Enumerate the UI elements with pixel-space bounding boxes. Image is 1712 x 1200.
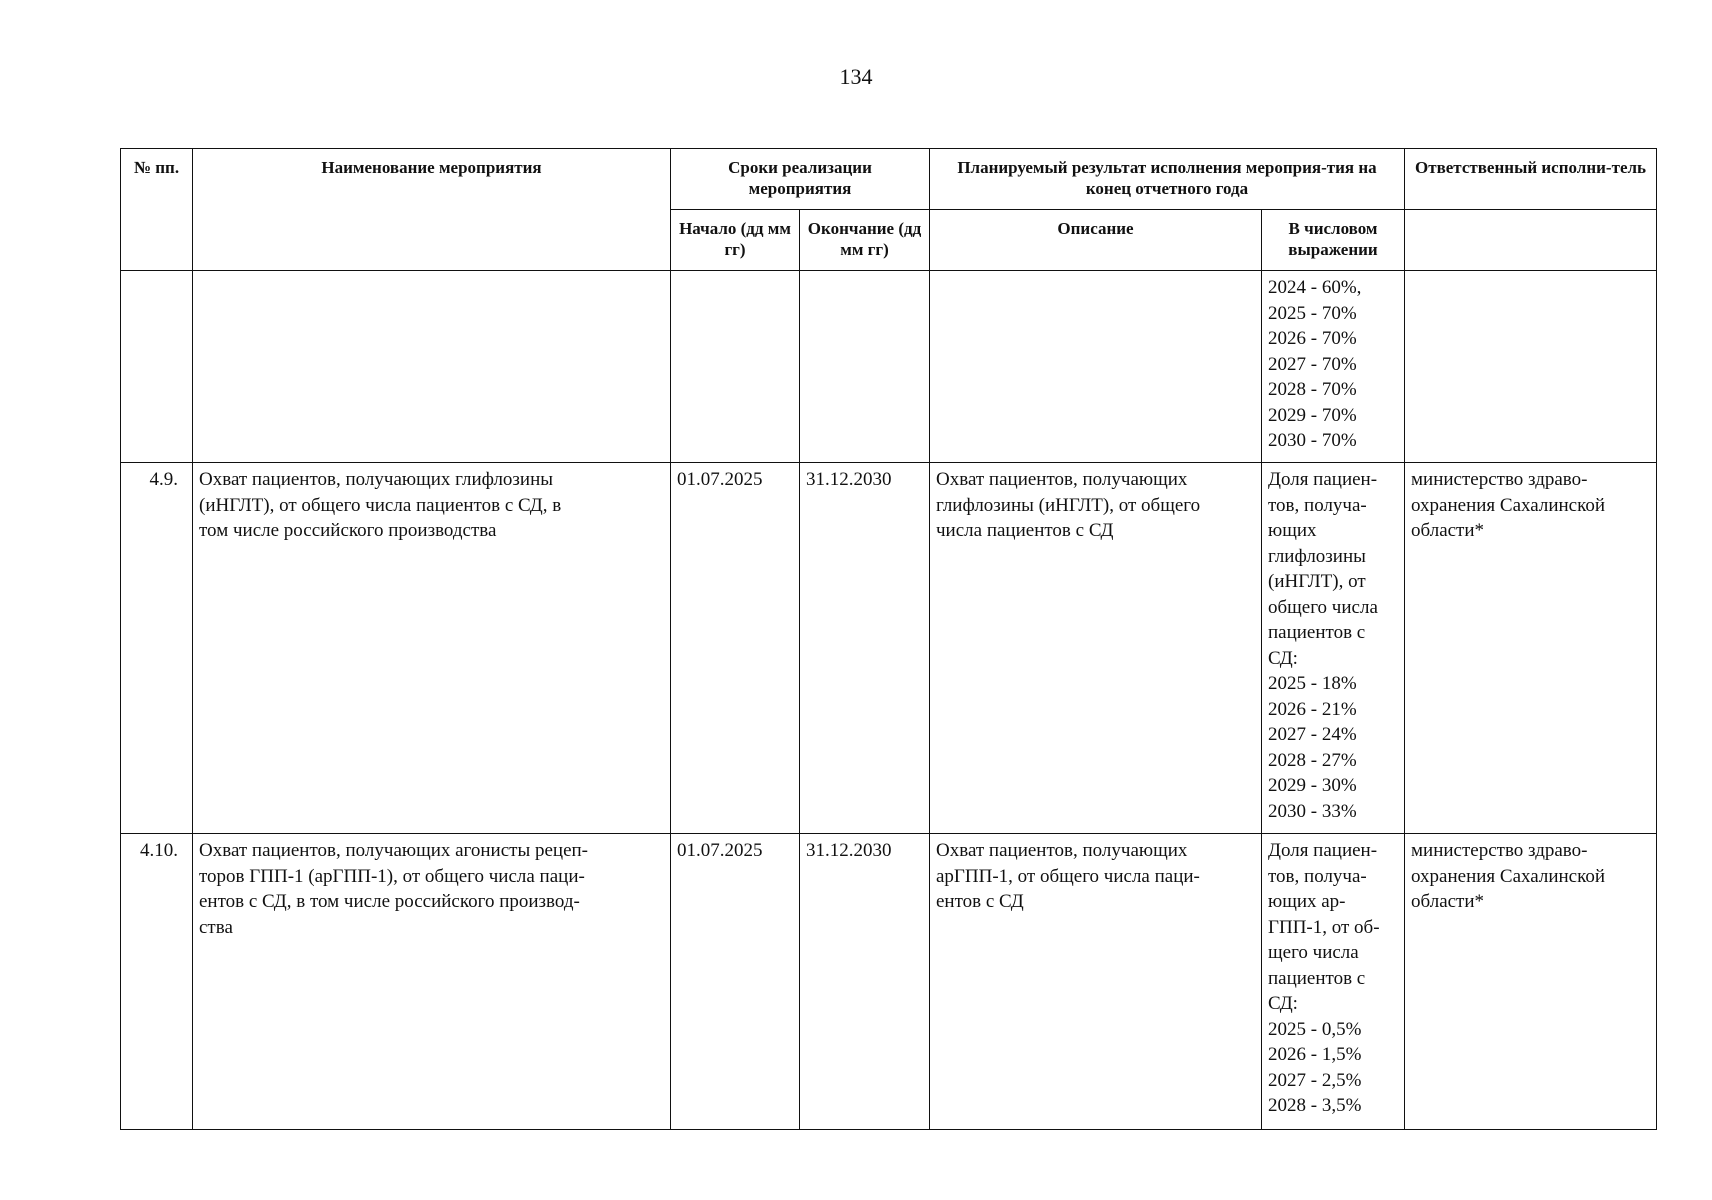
row-responsible (1405, 271, 1657, 463)
page-number: 134 (839, 64, 873, 89)
row-start (671, 271, 800, 463)
row-numeric: Доля пациен- тов, получа- ющих ар- ГПП-1, от об- щего числа пациентов с СД: 2025 - 0,5% 2026 - 1,5% 2027 - 2,5% 2028 - 3,5% (1262, 834, 1405, 1130)
table-row (121, 834, 1657, 1130)
header-result: Планируемый результат исполнения мероприя-тия на конец отчетного года (930, 149, 1405, 210)
row-desc: Охват пациентов, получающих арГПП-1, от общего числа паци- ентов с СД (930, 834, 1262, 1130)
header-responsible-empty (1405, 210, 1657, 271)
header-num: № пп. (121, 149, 193, 271)
row-name: Охват пациентов, получающих агонисты рецеп- торов ГПП-1 (арГПП-1), от общего числа паци- ентов с СД, в том числе российского производ- ства (193, 834, 671, 1130)
row-desc: Охват пациентов, получающих глифлозины (иНГЛТ), от общего числа пациентов с СД (930, 463, 1262, 834)
activities-table (120, 148, 1657, 1130)
header-desc: Описание (930, 210, 1262, 271)
row-name (193, 271, 671, 463)
header-terms: Сроки реализации мероприятия (671, 149, 930, 210)
row-responsible: министерство здраво- охранения Сахалинской области* (1405, 463, 1657, 834)
row-start: 01.07.2025 (671, 463, 800, 834)
table-row (121, 271, 1657, 463)
row-end (800, 271, 930, 463)
header-name: Наименование мероприятия (193, 149, 671, 271)
row-desc (930, 271, 1262, 463)
row-num: 4.10. (121, 834, 193, 1130)
row-name: Охват пациентов, получающих глифлозины (иНГЛТ), от общего числа пациентов с СД, в том числе российского производства (193, 463, 671, 834)
header-start: Начало (дд мм гг) (671, 210, 800, 271)
row-num (121, 271, 193, 463)
header-end: Окончание (дд мм гг) (800, 210, 930, 271)
row-start: 01.07.2025 (671, 834, 800, 1130)
row-end: 31.12.2030 (800, 834, 930, 1130)
header-responsible: Ответственный исполни-тель (1405, 149, 1657, 210)
row-numeric: Доля пациен- тов, получа- ющих глифлозины (иНГЛТ), от общего числа пациентов с СД: 2025 - 18% 2026 - 21% 2027 - 24% 2028 - 27% 2029 - 30% 2030 - 33% (1262, 463, 1405, 834)
row-num: 4.9. (121, 463, 193, 834)
header-numeric: В числовом выражении (1262, 210, 1405, 271)
row-responsible: министерство здраво- охранения Сахалинской области* (1405, 834, 1657, 1130)
row-numeric: 2024 - 60%, 2025 - 70% 2026 - 70% 2027 - 70% 2028 - 70% 2029 - 70% 2030 - 70% (1262, 271, 1405, 463)
table-row (121, 463, 1657, 834)
row-end: 31.12.2030 (800, 463, 930, 834)
